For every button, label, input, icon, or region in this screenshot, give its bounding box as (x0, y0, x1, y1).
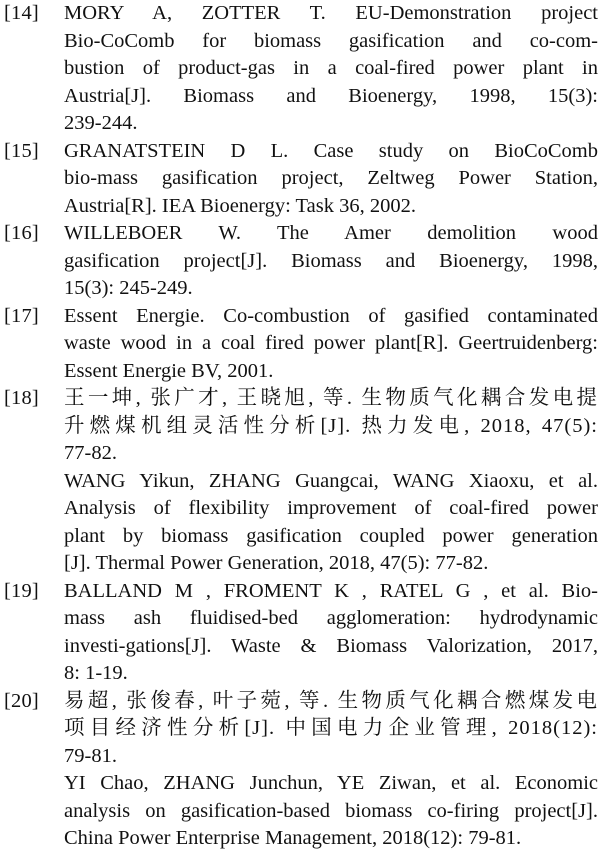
reference-line: 8: 1-19. (64, 662, 128, 684)
reference-line: analysis on gasification-based biomass co-firing project[J]. (64, 799, 598, 822)
reference-number: [20] (4, 689, 39, 712)
reference-number: [16] (4, 222, 39, 244)
reference-text (64, 578, 598, 688)
reference-text (64, 688, 598, 853)
reference-line: waste wood in a coal fired power plant[R]. Geertruidenberg: (64, 332, 598, 354)
reference-line: [J]. Thermal Power Generation, 2018, 47(5): 77-82. (64, 552, 489, 574)
reference-line: Analysis of flexibility improvement of coal-fired power (64, 497, 598, 519)
reference-line: BALLAND M , FROMENT K , RATEL G , et al. Bio- (64, 579, 598, 602)
reference-line: 项目经济性分析[J]. 中国电力企业管理, 2018(12): (64, 717, 598, 739)
reference-line: 易超, 张俊春, 叶子菀, 等. 生物质气化耦合燃煤发电 (64, 689, 598, 712)
reference-number: [19] (4, 579, 39, 602)
reference-text (64, 0, 598, 138)
reference-line: plant by biomass gasification coupled power generation (64, 524, 598, 547)
reference-entry (4, 385, 598, 578)
reference-line: GRANATSTEIN D L. Case study on BioCoComb (64, 139, 598, 162)
reference-line: mass ash fluidised-bed agglomeration: hydrodynamic (64, 607, 598, 629)
reference-line: investi-gations[J]. Waste & Biomass Valorization, 2017, (64, 634, 598, 657)
reference-line: Austria[J]. Biomass and Bioenergy, 1998, 15(3): (64, 84, 598, 107)
reference-line: WANG Yikun, ZHANG Guangcai, WANG Xiaoxu, et al. (64, 469, 598, 492)
reference-line: Essent Energie. Co-combustion of gasified contaminated (64, 304, 598, 327)
reference-number: [15] (4, 139, 39, 162)
reference-line: bustion of product-gas in a coal-fired power plant in (64, 57, 598, 79)
reference-number: [18] (4, 387, 39, 409)
reference-text (64, 303, 598, 386)
reference-line: 王一坤, 张广才, 王晓旭, 等. 生物质气化耦合发电提 (64, 387, 598, 409)
reference-line: 升燃煤机组灵活性分析[J]. 热力发电, 2018, 47(5): (64, 414, 598, 437)
reference-entry (4, 303, 598, 386)
reference-entry (4, 138, 598, 221)
reference-number: [17] (4, 304, 39, 327)
reference-line: 15(3): 245-249. (64, 277, 193, 299)
reference-line: Essent Energie BV, 2001. (64, 359, 274, 382)
reference-line: bio-mass gasification project, Zeltweg Power Station, (64, 167, 598, 189)
reference-line: gasification project[J]. Biomass and Bioenergy, 1998, (64, 249, 598, 272)
reference-line: YI Chao, ZHANG Junchun, YE Ziwan, et al. Economic (64, 772, 598, 794)
reference-line: WILLEBOER W. The Amer demolition wood (64, 222, 598, 244)
reference-line: China Power Enterprise Management, 2018(12): 79-81. (64, 827, 522, 849)
reference-line: Bio-CoComb for biomass gasification and co-com- (64, 29, 598, 52)
reference-entry (4, 578, 598, 688)
reference-entry (4, 688, 598, 853)
reference-line: 77-82. (64, 442, 117, 464)
reference-entry (4, 220, 598, 303)
reference-text (64, 220, 598, 303)
reference-entry (4, 0, 598, 138)
reference-text (64, 385, 598, 578)
reference-line: MORY A, ZOTTER T. EU-Demonstration project (64, 2, 598, 24)
reference-number: [14] (4, 2, 39, 24)
reference-line: 79-81. (64, 744, 117, 767)
reference-text (64, 138, 598, 221)
reference-line: 239-244. (64, 112, 138, 134)
reference-line: Austria[R]. IEA Bioenergy: Task 36, 2002. (64, 194, 416, 217)
